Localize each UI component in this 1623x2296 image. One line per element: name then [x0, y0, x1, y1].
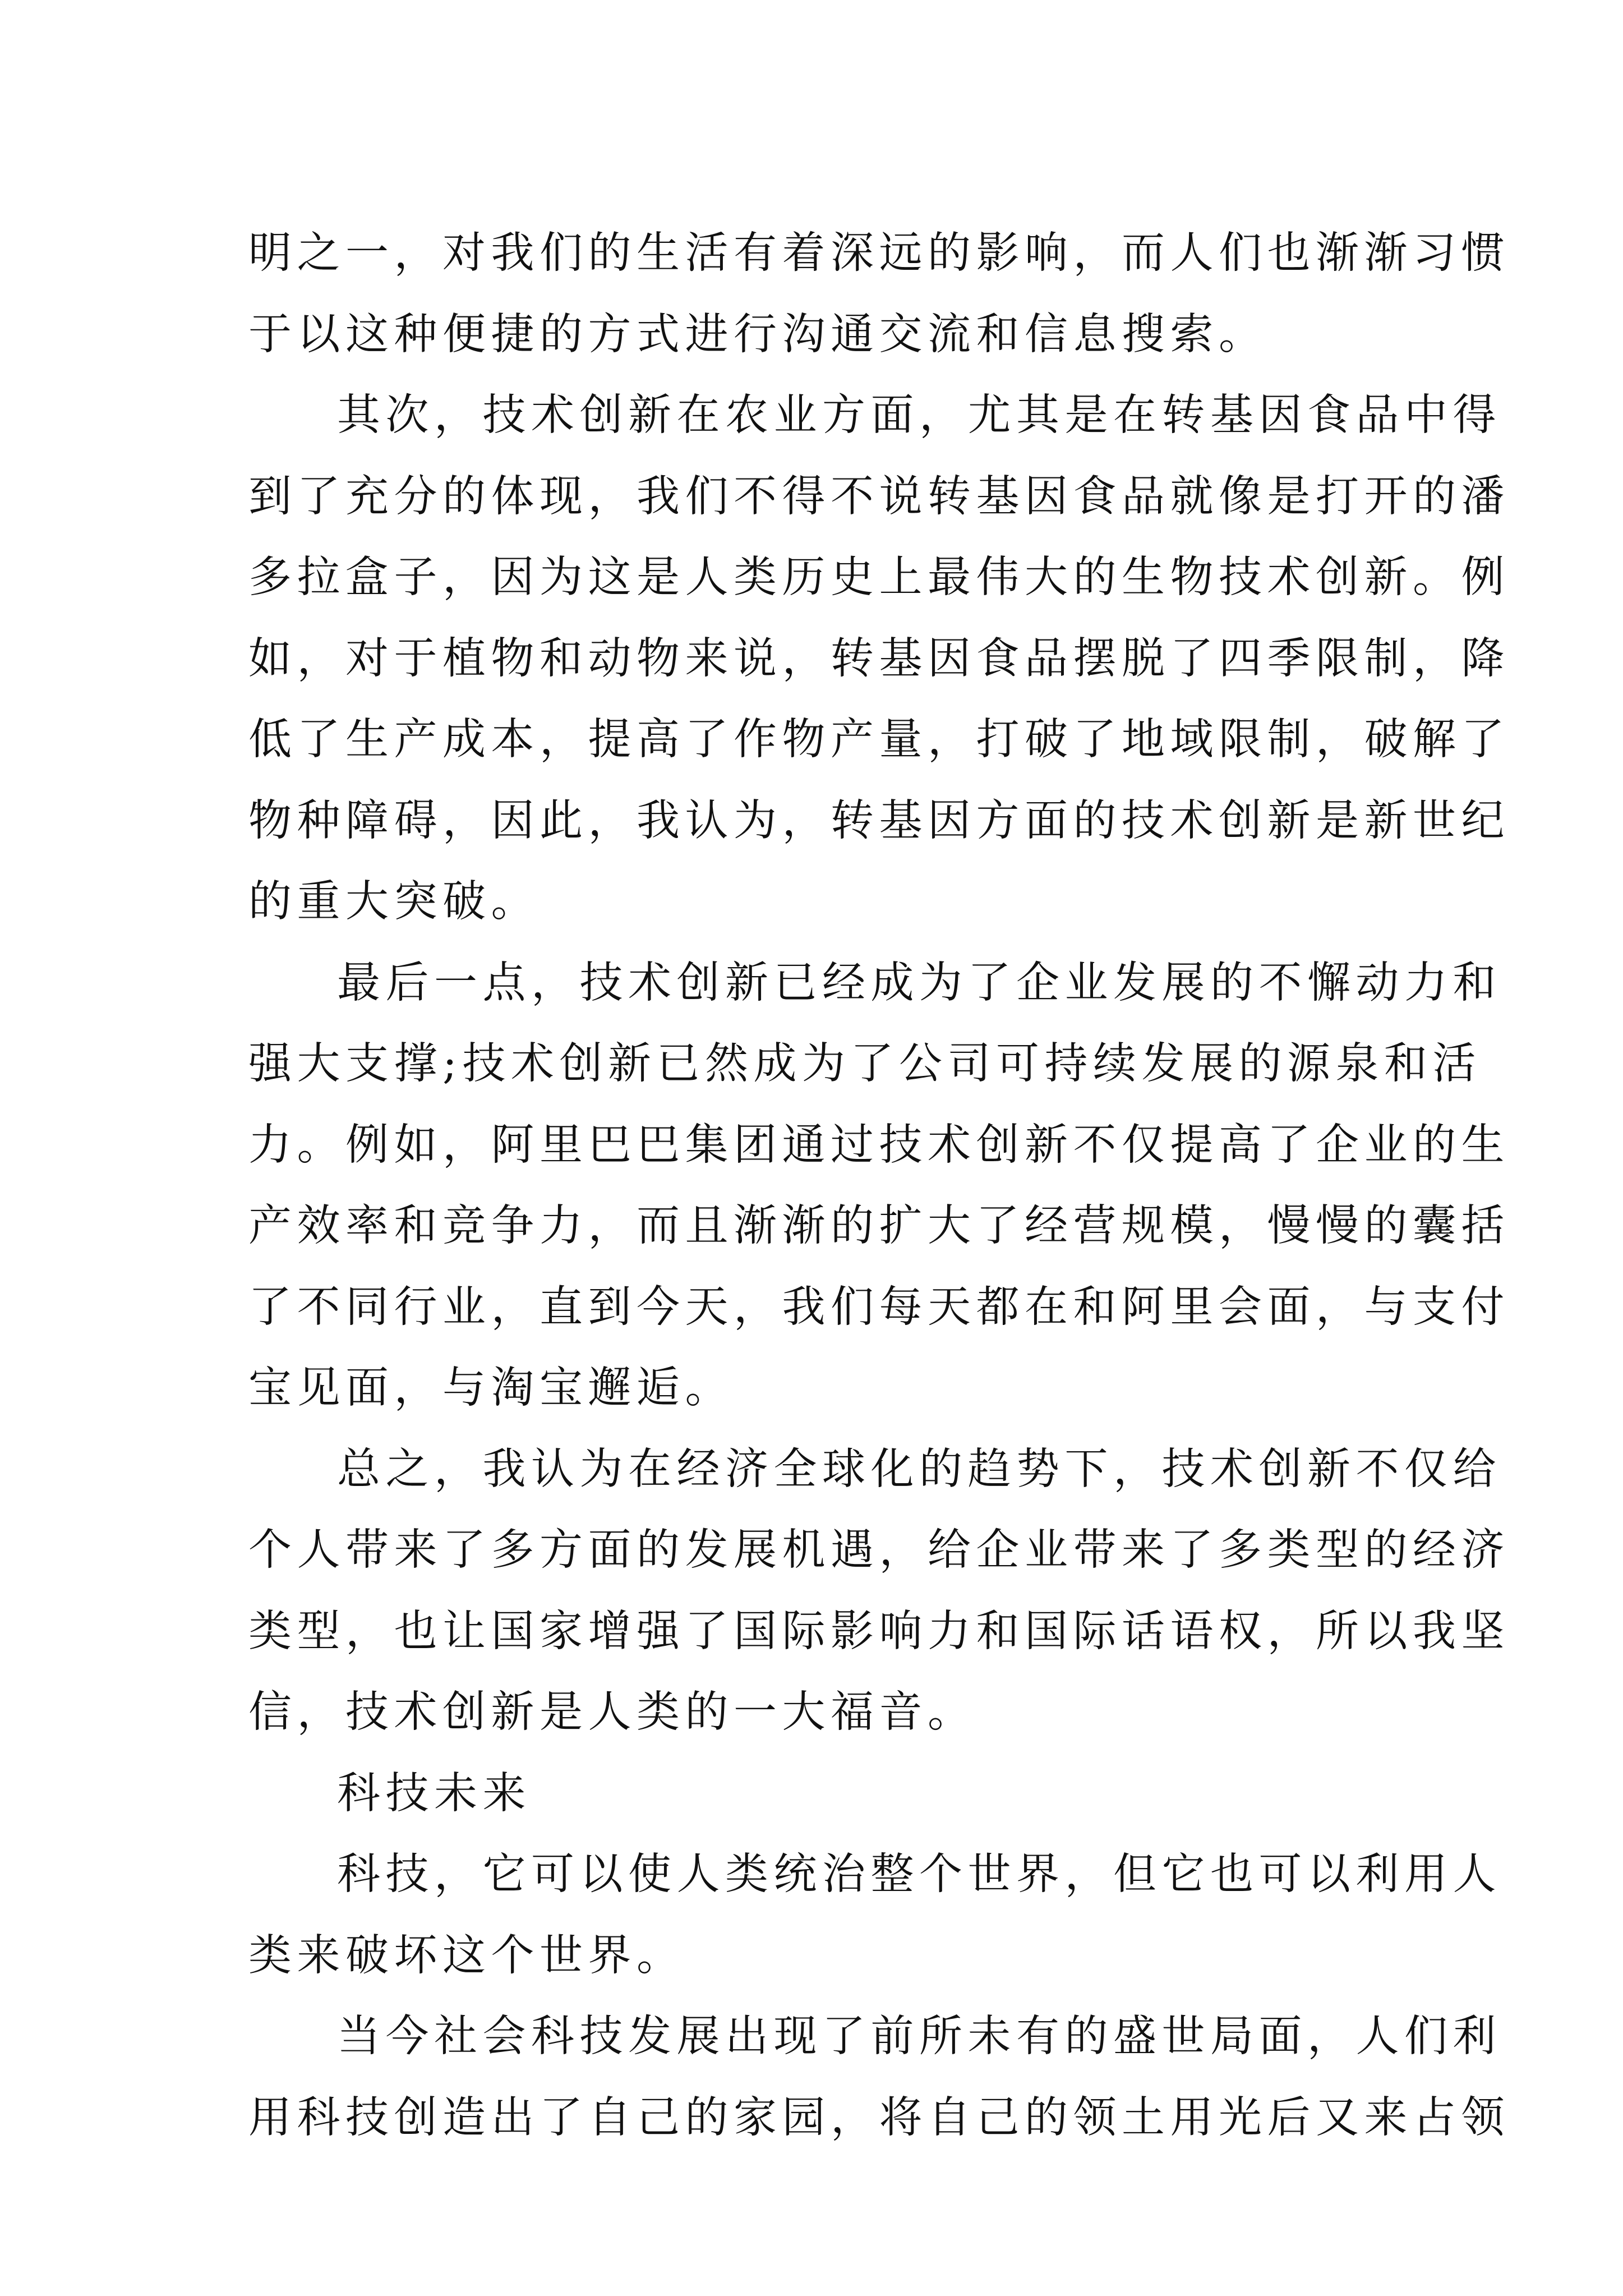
paragraph-start-line: 科技，它可以使人类统治整个世界，但它也可以利用人 — [337, 1849, 1501, 1899]
text-line: 强大支撑;技术创新已然成为了公司可持续发展的源泉和活 — [248, 1039, 1481, 1089]
paragraph-start-line: 最后一点，技术创新已经成为了企业发展的不懈动力和 — [337, 958, 1501, 1008]
text-line: 类来破坏这个世界。 — [248, 1930, 685, 1981]
text-line: 了不同行业，直到今天，我们每天都在和阿里会面，与支付 — [248, 1282, 1510, 1332]
paragraph-start-line: 其次，技术创新在农业方面，尤其是在转基因食品中得 — [337, 390, 1501, 440]
text-line: 于以这种便捷的方式进行沟通交流和信息搜索。 — [248, 309, 1267, 360]
text-line: 个人带来了多方面的发展机遇，给企业带来了多类型的经济 — [248, 1525, 1510, 1575]
text-line: 低了生产成本，提高了作物产量，打破了地域限制，破解了 — [248, 715, 1510, 765]
body-text — [248, 213, 1510, 2159]
text-line: 信，技术创新是人类的一大福音。 — [248, 1687, 976, 1737]
text-line: 明之一，对我们的生活有着深远的影响，而人们也渐渐习惯 — [248, 228, 1510, 278]
paragraph-start-line: 总之，我认为在经济全球化的趋势下，技术创新不仅给 — [337, 1444, 1501, 1494]
text-line: 如，对于植物和动物来说，转基因食品摆脱了四季限制，降 — [248, 633, 1510, 684]
text-line: 类型，也让国家增强了国际影响力和国际话语权，所以我坚 — [248, 1606, 1510, 1657]
text-line: 用科技创造出了自己的家园，将自己的领土用光后又来占领 — [248, 2092, 1510, 2143]
text-line: 宝见面，与淘宝邂逅。 — [248, 1363, 734, 1413]
text-line: 物种障碍，因此，我认为，转基因方面的技术创新是新世纪 — [248, 795, 1510, 846]
text-line: 产效率和竞争力，而且渐渐的扩大了经营规模，慢慢的囊括 — [248, 1201, 1510, 1251]
text-line: 到了充分的体现，我们不得不说转基因食品就像是打开的潘 — [248, 471, 1510, 522]
text-line: 的重大突破。 — [248, 877, 540, 927]
paragraph-start-line: 当今社会科技发展出现了前所未有的盛世局面，人们利 — [337, 2012, 1501, 2062]
text-line: 多拉盒子，因为这是人类历史上最伟大的生物技术创新。例 — [248, 553, 1510, 602]
section-heading: 科技未来 — [337, 1768, 531, 1819]
text-line: 力。例如，阿里巴巴集团通过技术创新不仅提高了企业的生 — [248, 1120, 1510, 1170]
